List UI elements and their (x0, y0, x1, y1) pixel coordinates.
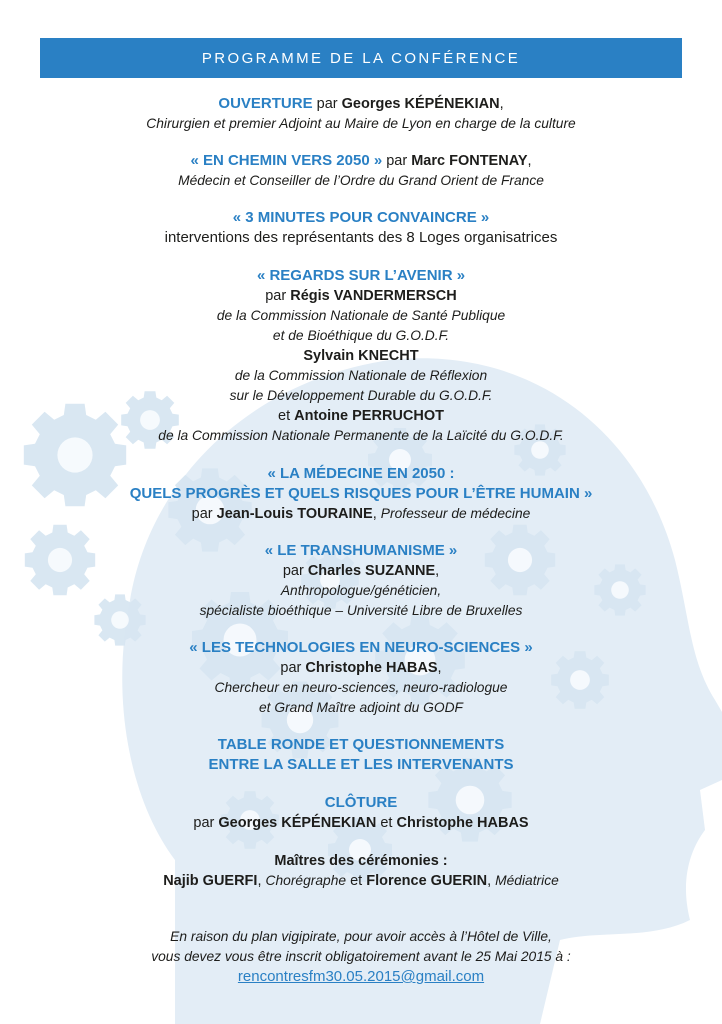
speaker-role: de la Commission Nationale Permanente de la Laïcité du G.O.D.F. (158, 428, 564, 443)
section-title: « LES TECHNOLOGIES EN NEURO-SCIENCES » (189, 639, 533, 656)
section-title: OUVERTURE (218, 95, 313, 112)
section-title: QUELS PROGRÈS ET QUELS RISQUES POUR L’ÊTRE HUMAIN » (129, 485, 593, 502)
speaker-role: Chirurgien et premier Adjoint au Maire de Lyon en charge de la culture (146, 116, 576, 131)
section-title: CLÔTURE (324, 794, 398, 811)
registration-email-link[interactable]: rencontresfm30.05.2015@gmail.com (237, 968, 485, 985)
section-title: « 3 MINUTES POUR CONVAINCRE » (232, 209, 490, 226)
speaker-name: Georges KÉPÉNEKIAN (218, 815, 377, 831)
speaker-name: Christophe HABAS (305, 660, 438, 676)
speaker-name: Sylvain KNECHT (303, 348, 419, 364)
section-table-ronde (0, 735, 722, 775)
speaker-role: de la Commission Nationale de Réflexion (234, 368, 488, 383)
section-ouverture: OUVERTURE par Georges KÉPÉNEKIAN, Chirurgien et premier Adjoint au Maire de Lyon en charge de la culture (0, 94, 722, 134)
speaker-role: Chercheur en neuro-sciences, neuro-radiologue (214, 680, 508, 695)
speaker-role: de la Commission Nationale de Santé Publique (216, 308, 506, 323)
speaker-name: Christophe HABAS (396, 815, 529, 831)
speaker-role: et de Bioéthique du G.O.D.F. (272, 328, 450, 343)
section-title: « EN CHEMIN VERS 2050 » (190, 152, 383, 169)
section-transhumanisme: « LE TRANSHUMANISME » par Charles SUZANNE, Anthropologue/généticien, spécialiste bioéthique – Université Libre de Bruxelles (0, 541, 722, 621)
speaker-name: Marc FONTENAY (411, 153, 528, 169)
speaker-name: Régis VANDERMERSCH (290, 288, 457, 304)
section-title: TABLE RONDE ET QUESTIONNEMENTS (217, 736, 505, 753)
speaker-role: Professeur de médecine (380, 506, 531, 521)
section-medecine-2050: « LA MÉDECINE EN 2050 : QUELS PROGRÈS ET QUELS RISQUES POUR L’ÊTRE HUMAIN » par Jean-Louis TOURAINE, Professeur de médecine (0, 464, 722, 524)
speaker-role: sur le Développement Durable du G.O.D.F. (229, 388, 493, 403)
speaker-name: Florence GUERIN (366, 873, 488, 889)
speaker-role: et Grand Maître adjoint du GODF (259, 700, 463, 715)
notice-line: En raison du plan vigipirate, pour avoir accès à l’Hôtel de Ville, (170, 929, 552, 944)
speaker-name: Najib GUERFI (163, 873, 258, 889)
speaker-role: Médiatrice (495, 873, 559, 888)
section-title: « REGARDS SUR L’AVENIR » (256, 267, 466, 284)
notice-line: vous devez vous être inscrit obligatoirement avant le 25 Mai 2015 à : (151, 949, 571, 964)
section-technologies: « LES TECHNOLOGIES EN NEURO-SCIENCES » par Christophe HABAS, Chercheur en neuro-sciences, neuro-radiologue et Grand Maître adjoint du GODF (0, 638, 722, 718)
speaker-name: Jean-Louis TOURAINE (216, 506, 373, 522)
section-regards: « REGARDS SUR L’AVENIR » par Régis VANDERMERSCH de la Commission Nationale de Santé Publique et de Bioéthique du G.O.D.F. Sylvain KNECHT de la Commission Nationale de Réflexion sur le Développement Durable du G.O.D.F. et Antoine PERRUCHOT de la Commission Nationale Permanente de la Laïcité du G.O.D.F. (0, 266, 722, 446)
section-title: « LA MÉDECINE EN 2050 : (267, 465, 455, 482)
section-heading: Maîtres des cérémonies : (274, 853, 448, 869)
speaker-name: Georges KÉPÉNEKIAN (341, 96, 500, 112)
speaker-name: Charles SUZANNE (307, 563, 436, 579)
section-title: ENTRE LA SALLE ET LES INTERVENANTS (208, 756, 514, 773)
section-description: interventions des représentants des 8 Loges organisatrices (164, 229, 558, 246)
speaker-name: Antoine PERRUCHOT (294, 408, 444, 424)
speaker-role: Chorégraphe (265, 873, 347, 888)
speaker-role: spécialiste bioéthique – Université Libre de Bruxelles (199, 603, 523, 618)
section-3-minutes (0, 208, 722, 248)
programme-banner: PROGRAMME DE LA CONFÉRENCE (40, 38, 682, 78)
speaker-role: Anthropologue/généticien, (280, 583, 442, 598)
registration-notice (0, 927, 722, 987)
section-cloture: CLÔTURE par Georges KÉPÉNEKIAN et Christophe HABAS (0, 793, 722, 833)
section-maitres-ceremonies: Maîtres des cérémonies : Najib GUERFI, Chorégraphe et Florence GUERIN, Médiatrice (0, 851, 722, 891)
section-title: « LE TRANSHUMANISME » (264, 542, 458, 559)
speaker-role: Médecin et Conseiller de l’Ordre du Grand Orient de France (178, 173, 544, 188)
section-en-chemin: « EN CHEMIN VERS 2050 » par Marc FONTENAY, Médecin et Conseiller de l’Ordre du Grand Orient de France (0, 151, 722, 191)
